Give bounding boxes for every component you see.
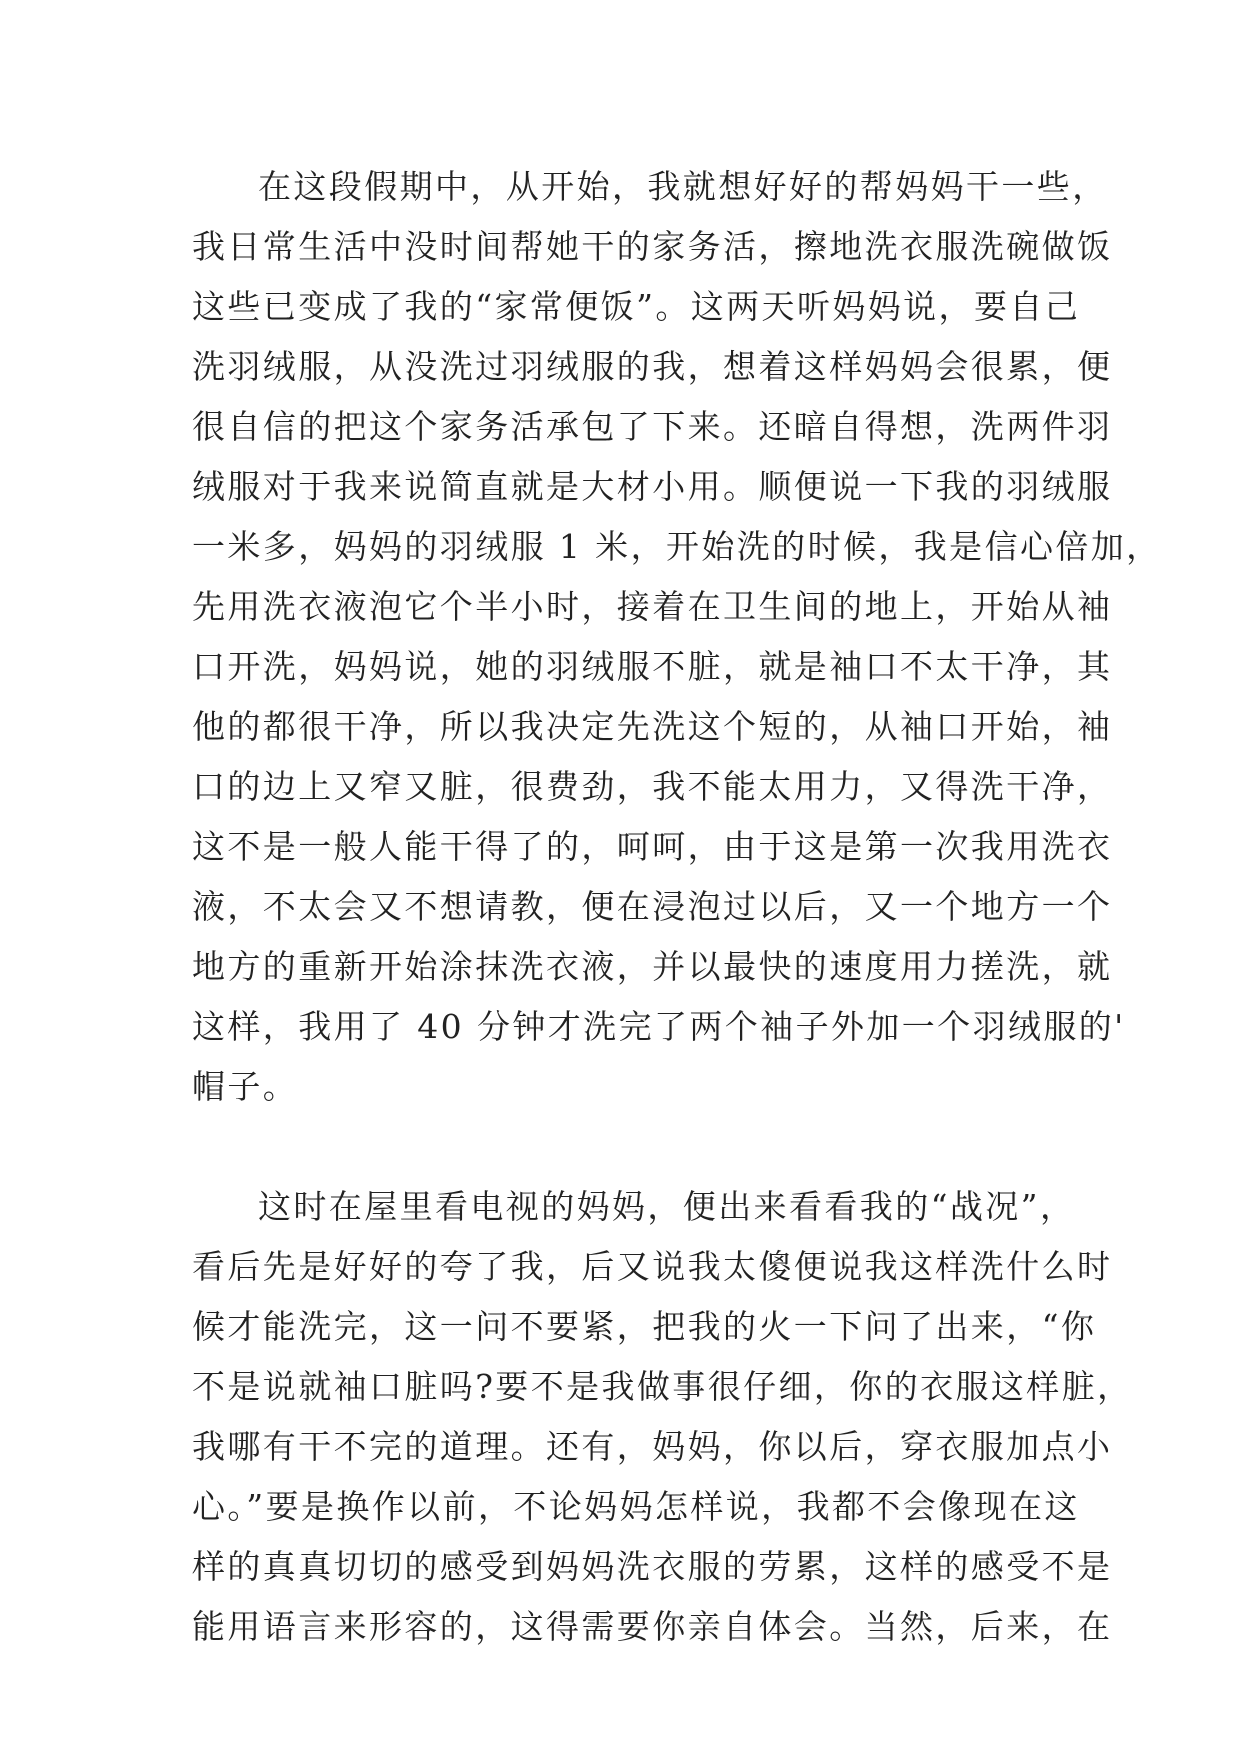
text-line: 不是说就袖口脏吗?要不是我做事很仔细，你的衣服这样脏，: [192, 1367, 1133, 1406]
text-line: 这些已变成了我的“家常便饭”。这两天听妈妈说，要自己: [192, 287, 1081, 326]
text-line: 先用洗衣液泡它个半小时，接着在卫生间的地上，开始从袖: [192, 587, 1113, 626]
text-line: 心。”要是换作以前，不论妈妈怎样说，我都不会像现在这: [192, 1487, 1080, 1526]
text-line: 样的真真切切的感受到妈妈洗衣服的劳累，这样的感受不是: [192, 1547, 1113, 1586]
text-line: 洗羽绒服，从没洗过羽绒服的我，想着这样妈妈会很累，便: [192, 347, 1113, 386]
text-line: 地方的重新开始涂抹洗衣液，并以最快的速度用力搓洗，就: [192, 947, 1113, 986]
text-line: 液，不太会又不想请教，便在浸泡过以后，又一个地方一个: [192, 887, 1113, 926]
text-line: 候才能洗完，这一问不要紧，把我的火一下问了出来，“你: [192, 1307, 1097, 1346]
text-line: 口开洗，妈妈说，她的羽绒服不脏，就是袖口不太干净，其: [192, 647, 1113, 686]
text-line: 能用语言来形容的，这得需要你亲自体会。当然，后来，在: [192, 1607, 1113, 1646]
text-line: 他的都很干净，所以我决定先洗这个短的，从袖口开始，袖: [192, 707, 1113, 746]
text-line: 这样，我用了 40 分钟才洗完了两个袖子外加一个羽绒服的': [192, 1007, 1126, 1046]
text-line: 看后先是好好的夸了我，后又说我太傻便说我这样洗什么时: [192, 1247, 1113, 1286]
text-line: 我日常生活中没时间帮她干的家务活，擦地洗衣服洗碗做饭: [192, 227, 1113, 266]
text-line: 很自信的把这个家务活承包了下来。还暗自得想，洗两件羽: [192, 407, 1113, 446]
text-line: 我哪有干不完的道理。还有，妈妈，你以后，穿衣服加点小: [192, 1427, 1113, 1466]
text-line: 这不是一般人能干得了的，呵呵，由于这是第一次我用洗衣: [192, 827, 1113, 866]
text-line: 一米多，妈妈的羽绒服 1 米，开始洗的时候，我是信心倍加，: [192, 527, 1162, 566]
text-line: 帽子。: [192, 1067, 299, 1106]
paragraph-2: [192, 1177, 1133, 1657]
text-line: 这时在屋里看电视的妈妈，便出来看看我的“战况”，: [258, 1187, 1076, 1226]
text-line: 绒服对于我来说简直就是大材小用。顺便说一下我的羽绒服: [192, 467, 1113, 506]
text-line: 在这段假期中，从开始，我就想好好的帮妈妈干一些，: [258, 167, 1108, 206]
text-line: 口的边上又窄又脏，很费劲，我不能太用力，又得洗干净，: [192, 767, 1113, 806]
paragraph-1: [192, 157, 1162, 1117]
